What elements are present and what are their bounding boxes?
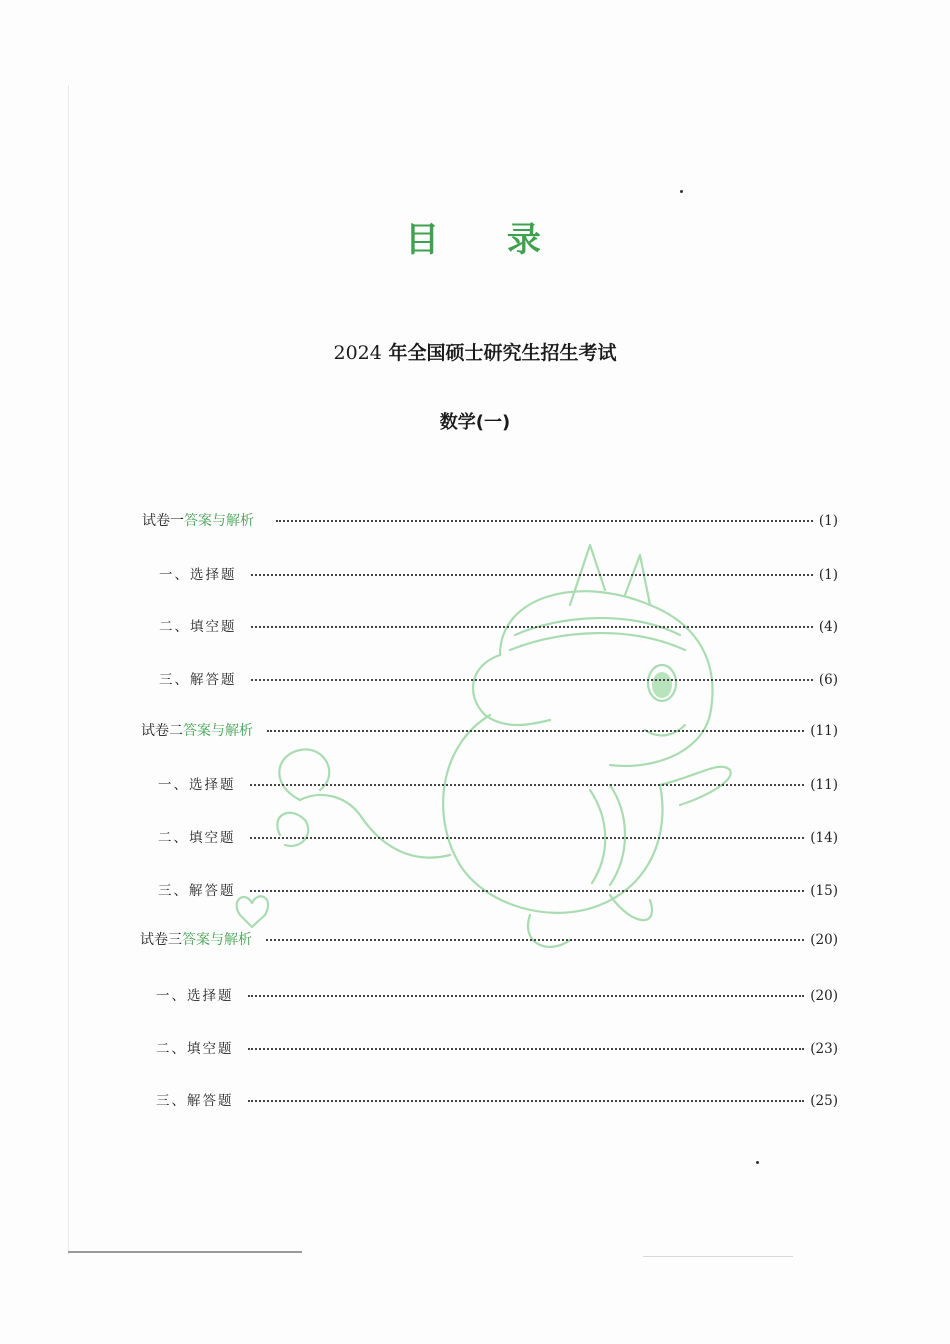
toc-page-number: (11) — [810, 723, 838, 739]
toc-subentry-label: 一、选择题 — [159, 567, 237, 583]
exam-title — [0, 338, 950, 365]
toc-page-number: (15) — [810, 883, 838, 899]
toc-subentry[interactable] — [156, 984, 838, 1004]
toc-leader-dots — [248, 995, 805, 997]
toc-page-number: (14) — [810, 830, 838, 846]
toc-entry-suffix: 答案与解析 — [182, 932, 252, 948]
toc-page-number: (23) — [810, 1041, 838, 1057]
toc-leader-dots — [251, 679, 813, 681]
toc-leader-dots — [250, 784, 805, 786]
toc-subentry[interactable] — [156, 1089, 838, 1109]
toc-subentry-label: 三、解答题 — [156, 1093, 234, 1109]
toc-leader-dots — [276, 520, 813, 522]
toc-subentry[interactable] — [158, 879, 838, 899]
dragon-mascot-watermark-icon — [230, 535, 750, 965]
toc-subentry[interactable] — [159, 668, 838, 688]
toc-subentry-label: 二、填空题 — [156, 1041, 234, 1057]
toc-leader-dots — [266, 939, 804, 941]
toc-leader-dots — [248, 1100, 805, 1102]
toc-subentry-label: 三、解答题 — [159, 672, 237, 688]
subject-title: 数学(一) — [439, 412, 511, 433]
toc-subentry[interactable] — [159, 563, 838, 583]
exam-title-text: 年全国硕士研究生招生考试 — [381, 342, 617, 364]
toc-page-number: (6) — [818, 672, 838, 688]
toc-subentry-label: 三、解答题 — [158, 883, 236, 899]
toc-subentry-label: 一、选择题 — [156, 988, 234, 1004]
toc-leader-dots — [267, 730, 804, 732]
toc-entry-suffix: 答案与解析 — [184, 513, 254, 529]
toc-entry-prefix: 试卷二 — [141, 723, 183, 739]
toc-subentry[interactable] — [158, 773, 838, 793]
toc-subentry[interactable] — [158, 826, 838, 846]
toc-leader-dots — [251, 574, 813, 576]
page-title: 目 录 — [405, 220, 569, 260]
toc-entry-paper2[interactable] — [141, 720, 838, 740]
toc-page-number: (1) — [818, 567, 838, 583]
toc-leader-dots — [248, 1048, 805, 1050]
toc-subentry-label: 二、填空题 — [159, 619, 237, 635]
toc-leader-dots — [251, 626, 813, 628]
toc-page-number: (11) — [810, 777, 838, 793]
exam-year: 2024 — [333, 342, 382, 364]
toc-page-number: (4) — [818, 619, 838, 635]
toc-page-number: (1) — [818, 513, 838, 529]
toc-entry-paper3[interactable] — [140, 929, 838, 949]
scan-speck — [756, 1161, 759, 1164]
page-edge-bottom-left — [68, 1251, 302, 1253]
toc-leader-dots — [250, 837, 805, 839]
toc-leader-dots — [250, 890, 805, 892]
toc-page-number: (25) — [810, 1093, 838, 1109]
toc-subentry[interactable] — [159, 615, 838, 635]
toc-subentry-label: 一、选择题 — [158, 777, 236, 793]
toc-entry-prefix: 试卷三 — [140, 932, 182, 948]
toc-page-number: (20) — [810, 932, 838, 948]
toc-page-number: (20) — [810, 988, 838, 1004]
page-edge-bottom-right — [643, 1256, 793, 1257]
toc-entry-paper1[interactable] — [142, 510, 838, 530]
toc-entry-prefix: 试卷一 — [142, 513, 184, 529]
toc-subentry-label: 二、填空题 — [158, 830, 236, 846]
toc-subentry[interactable] — [156, 1037, 838, 1057]
toc-entry-suffix: 答案与解析 — [183, 723, 253, 739]
scan-speck — [680, 190, 683, 193]
